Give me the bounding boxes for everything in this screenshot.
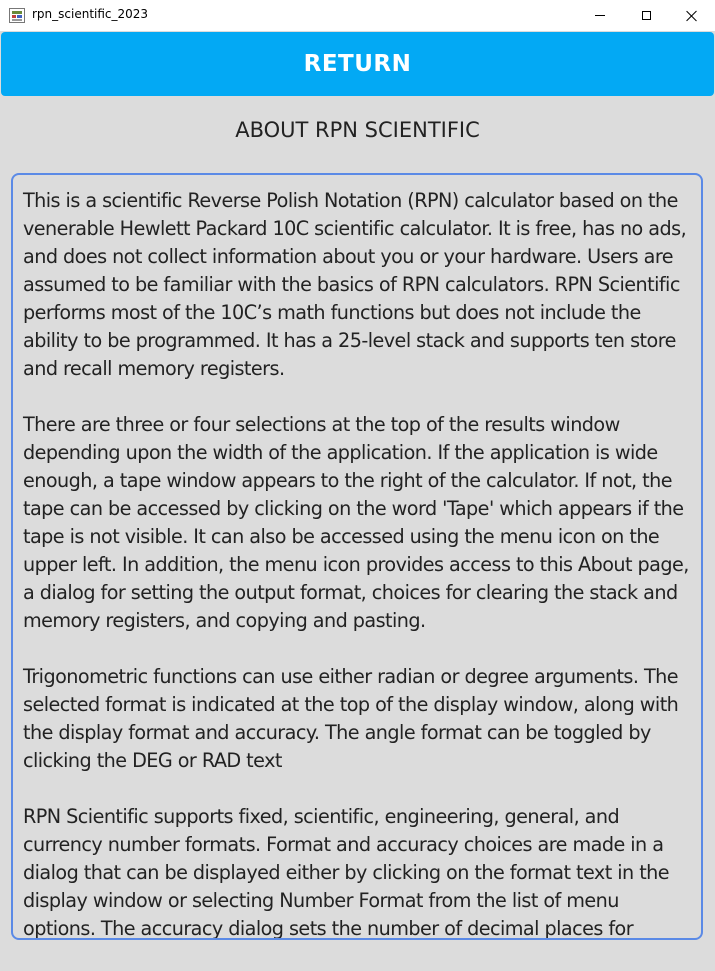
minimize-button[interactable] — [577, 0, 623, 31]
minimize-icon — [595, 15, 605, 16]
about-paragraph-4: RPN Scientific supports fixed, scientific, engineering, general, and currency number formats. Format and accuracy choices are made in a dialog that can be displayed either by clicking on the format text in the display window or selecting Number Format from the list of menu options. The accuracy dialog sets the number of decimal places for — [23, 805, 670, 940]
close-button[interactable] — [669, 0, 715, 31]
close-icon — [686, 10, 698, 22]
about-text-box[interactable] — [11, 173, 703, 940]
app-icon — [9, 8, 25, 23]
maximize-button[interactable] — [623, 0, 669, 31]
maximize-icon — [642, 11, 651, 20]
about-paragraph-2: There are three or four selections at the top of the results window depending upon the width of the application. If the application is wide enough, a tape window appears to the right of the calculator. If not, the tape can be accessed by clicking on the word 'Tape' which appears if the tape is not visible. It can also be accessed using the menu icon on the upper left. In addition, the menu icon provides access to this About page, a dialog for setting the output format, choices for clearing the stack and memory registers, and copying and pasting. — [23, 413, 689, 632]
return-button[interactable]: RETURN — [1, 32, 714, 96]
window-title: rpn_scientific_2023 — [32, 7, 149, 21]
about-text — [23, 187, 695, 940]
page-title: ABOUT RPN SCIENTIFIC — [235, 118, 480, 142]
about-paragraph-3: Trigonometric functions can use either radian or degree arguments. The selected format is indicated at the top of the display window, along with the display format and accuracy. The angle format can be toggled by clicking the DEG or RAD text — [23, 665, 679, 772]
about-paragraph-1: This is a scientific Reverse Polish Notation (RPN) calculator based on the venerable Hewlett Packard 10C scientific calculator. It is free, has no ads, and does not collect information about you or your hardware. Users are assumed to be familiar with the basics of RPN calculators. RPN Scientific performs most of the 10C’s math functions but does not include the ability to be programmed. It has a 25-level stack and supports ten store and recall memory registers. — [23, 189, 687, 380]
title-bar — [0, 0, 715, 31]
